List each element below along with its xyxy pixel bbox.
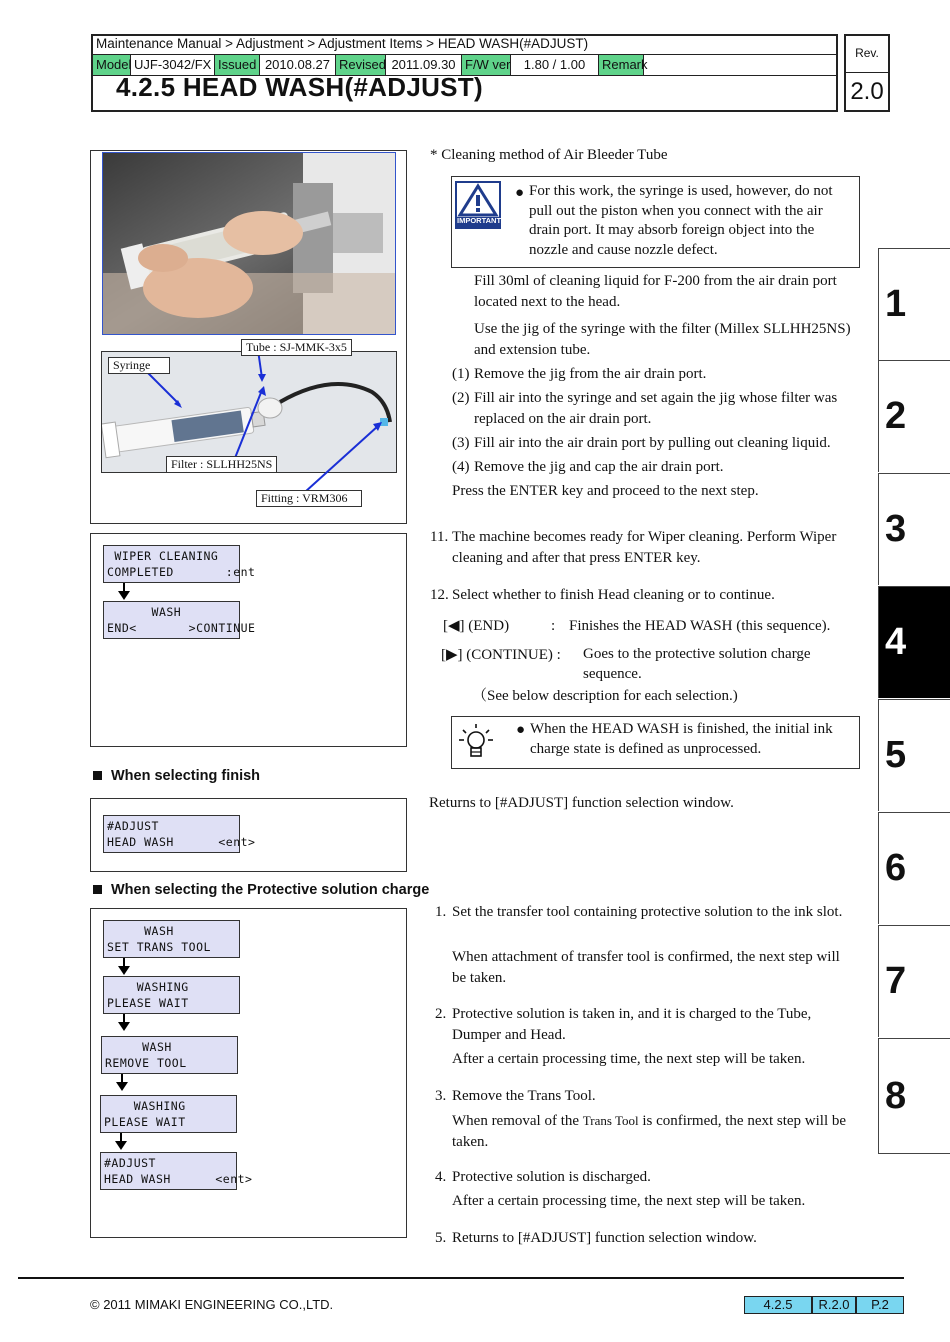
tab-4-active[interactable]: 4: [878, 586, 950, 698]
rev-divider: [846, 72, 888, 73]
lcd-line: #ADJUST: [107, 819, 159, 833]
protect-sub-3c: is confirmed, the next step will be taken.: [452, 1113, 847, 1150]
copyright: © 2011 MIMAKI ENGINEERING CO.,LTD.: [90, 1297, 334, 1312]
lcd-line: HEAD WASH <ent>: [104, 1172, 253, 1186]
finish-heading-text: When selecting finish: [111, 768, 261, 784]
tab-2[interactable]: 2: [878, 360, 950, 472]
lcd-line: END< >CONTINUE: [107, 621, 256, 635]
lcd-line: WASH: [105, 1040, 172, 1054]
protect-sub-3: [452, 1110, 852, 1153]
protect-heading: [93, 882, 429, 898]
protect-num-3: 3.: [435, 1088, 447, 1104]
bullet-square: [93, 771, 102, 780]
protect-num-4: 4.: [435, 1169, 447, 1185]
revised-value: 2011.09.30: [386, 55, 462, 75]
opt-end-text: Finishes the HEAD WASH (this sequence).: [569, 618, 831, 634]
tab-8[interactable]: 8: [878, 1038, 950, 1154]
protect-sub-2: After a certain processing time, the next step will be taken.: [452, 1051, 806, 1067]
rev-value: 2.0: [850, 78, 884, 105]
item-12-text: Select whether to finish Head cleaning or to continue.: [452, 587, 775, 603]
issued-value: 2010.08.27: [260, 55, 336, 75]
step-text-2: Fill air into the syringe and set again the jig whose filter was replaced on the air drain port.: [474, 390, 838, 427]
protect-sub-3b: Trans Tool: [582, 1113, 639, 1128]
opt-end-colon: :: [551, 618, 556, 634]
lcd-set-trans-tool: [103, 920, 240, 958]
tab-6[interactable]: 6: [878, 812, 950, 924]
jig-text: Use the jig of the syringe with the filter (Millex SLLHH25NS) and extension tube.: [474, 321, 851, 358]
protect-text-1: Set the transfer tool containing protective solution to the ink slot.: [452, 904, 843, 920]
press-enter: Press the ENTER key and proceed to the next step.: [452, 483, 759, 499]
model-value: UJF-3042/FX: [131, 55, 215, 75]
fw-label: F/W ver: [462, 55, 511, 75]
lcd-line: SET TRANS TOOL: [107, 940, 211, 954]
rev-label: Rev.: [855, 46, 879, 60]
finish-text: Returns to [#ADJUST] function selection window.: [429, 795, 734, 811]
lcd-line: PLEASE WAIT: [104, 1115, 186, 1129]
important-label: IMPORTANT: [457, 216, 502, 225]
important-text: For this work, the syringe is used, however, do not pull out the piston when you connect with the air drain port. It may absorb foreign object into the nozzle and cause nozzle defect.: [529, 183, 833, 258]
lcd-washing-wait-2: [100, 1095, 237, 1133]
lcd-line: REMOVE TOOL: [105, 1056, 187, 1070]
protect-sub-3a: When removal of the: [452, 1113, 583, 1129]
protect-sub-4: After a certain processing time, the next step will be taken.: [452, 1193, 806, 1209]
syringe-hands-photo: [102, 152, 396, 335]
flow-arrowhead: [118, 1022, 130, 1031]
lcd-line: COMPLETED :ent: [107, 565, 256, 579]
lightbulb-icon: [457, 722, 495, 762]
revision-number: R.2.0: [812, 1296, 856, 1314]
protect-sub-1: When attachment of transfer tool is confirmed, the next step will be taken.: [452, 949, 840, 986]
step-text-1: Remove the jig from the air drain port.: [474, 366, 707, 382]
finish-heading: [93, 768, 260, 784]
item-11-text: The machine becomes ready for Wiper cleaning. Perform Wiper cleaning and after that press ENTER key.: [452, 529, 837, 566]
step-num-1: (1): [452, 366, 470, 382]
protect-num-1: 1.: [435, 904, 447, 920]
lcd-line: WASHING: [107, 980, 189, 994]
page-index: [744, 1296, 904, 1314]
opt-continue-text: Goes to the protective solution charge sequence.: [583, 646, 811, 682]
footer-divider: [18, 1277, 904, 1279]
issued-label: Issued: [215, 55, 260, 75]
lcd-line: WASH: [107, 605, 182, 619]
bullet-dot: ●: [515, 185, 525, 201]
page-title: 4.2.5 HEAD WASH(#ADJUST): [116, 72, 483, 102]
protect-text-3: Remove the Trans Tool.: [452, 1088, 596, 1104]
lcd-line: WASH: [107, 924, 174, 938]
filter-callout: Filter : SLLHH25NS: [166, 456, 277, 473]
step-text-4: Remove the jig and cap the air drain port.: [474, 459, 724, 475]
protect-text-4: Protective solution is discharged.: [452, 1169, 651, 1185]
lcd-line: WIPER CLEANING: [107, 549, 219, 563]
see-below: （See below description for each selection.): [472, 688, 738, 704]
fw-value: 1.80 / 1.00: [511, 55, 599, 75]
tip-text: When the HEAD WASH is finished, the initial ink charge state is defined as unprocessed.: [530, 721, 833, 757]
revised-label: Revised: [336, 55, 386, 75]
lcd-remove-tool: [101, 1036, 238, 1074]
protect-num-2: 2.: [435, 1006, 447, 1022]
model-label: Model: [93, 55, 131, 75]
flow-arrowhead: [116, 1082, 128, 1091]
lightbulb-icon-svg: [457, 722, 495, 762]
step-num-4: (4): [452, 459, 470, 475]
tab-5[interactable]: 5: [878, 699, 950, 811]
bullet-square: [93, 885, 102, 894]
flow-arrowhead: [118, 591, 130, 600]
step-text-3: Fill air into the air drain port by pulling out cleaning liquid.: [474, 435, 831, 451]
step-num-2: (2): [452, 390, 470, 406]
protect-num-5: 5.: [435, 1230, 447, 1246]
syringe-hands-illustration: [103, 153, 395, 334]
lcd-wiper-completed: [103, 545, 256, 583]
lcd-line: #ADJUST: [104, 1156, 156, 1170]
item-11-num: 11.: [430, 529, 449, 545]
tab-7[interactable]: 7: [878, 925, 950, 1037]
protect-text-2: Protective solution is taken in, and it is charged to the Tube, Dumper and Head.: [452, 1006, 812, 1043]
lcd-wash-select: [103, 601, 256, 639]
lcd-line: HEAD WASH <ent>: [107, 835, 256, 849]
opt-end-key: [◀] (END): [443, 618, 510, 634]
fitting-callout: Fitting : VRM306: [256, 490, 362, 507]
syringe-callout: Syringe: [108, 357, 170, 374]
cleaning-title: * Cleaning method of Air Bleeder Tube: [430, 147, 668, 163]
lcd-line: PLEASE WAIT: [107, 996, 189, 1010]
lcd-line: WASHING: [104, 1099, 186, 1113]
protect-heading-text: When selecting the Protective solution charge: [111, 882, 430, 898]
lcd-adjust-headwash: [103, 815, 256, 853]
remark-value: [644, 55, 836, 75]
page-number: P.2: [856, 1296, 904, 1314]
flow-arrowhead: [115, 1141, 127, 1150]
breadcrumb: Maintenance Manual > Adjustment > Adjustment Items > HEAD WASH(#ADJUST): [96, 36, 589, 51]
protect-text-5: Returns to [#ADJUST] function selection window.: [452, 1230, 757, 1246]
remark-label: Remark: [599, 55, 644, 75]
item-12-num: 12.: [430, 587, 449, 603]
step-num-3: (3): [452, 435, 470, 451]
flow-arrowhead: [118, 966, 130, 975]
lcd-washing-wait: [103, 976, 240, 1014]
bullet-dot: ●: [516, 722, 526, 738]
section-number: 4.2.5: [744, 1296, 812, 1314]
opt-continue-key: [▶] (CONTINUE) :: [441, 647, 561, 663]
tube-callout: Tube : SJ-MMK-3x5: [241, 339, 352, 356]
tab-3[interactable]: 3: [878, 473, 950, 585]
lcd-adjust-headwash-2: [100, 1152, 253, 1190]
tab-1[interactable]: 1: [878, 248, 950, 360]
fill-text: Fill 30ml of cleaning liquid for F-200 from the air drain port located next to the head.: [474, 273, 837, 310]
